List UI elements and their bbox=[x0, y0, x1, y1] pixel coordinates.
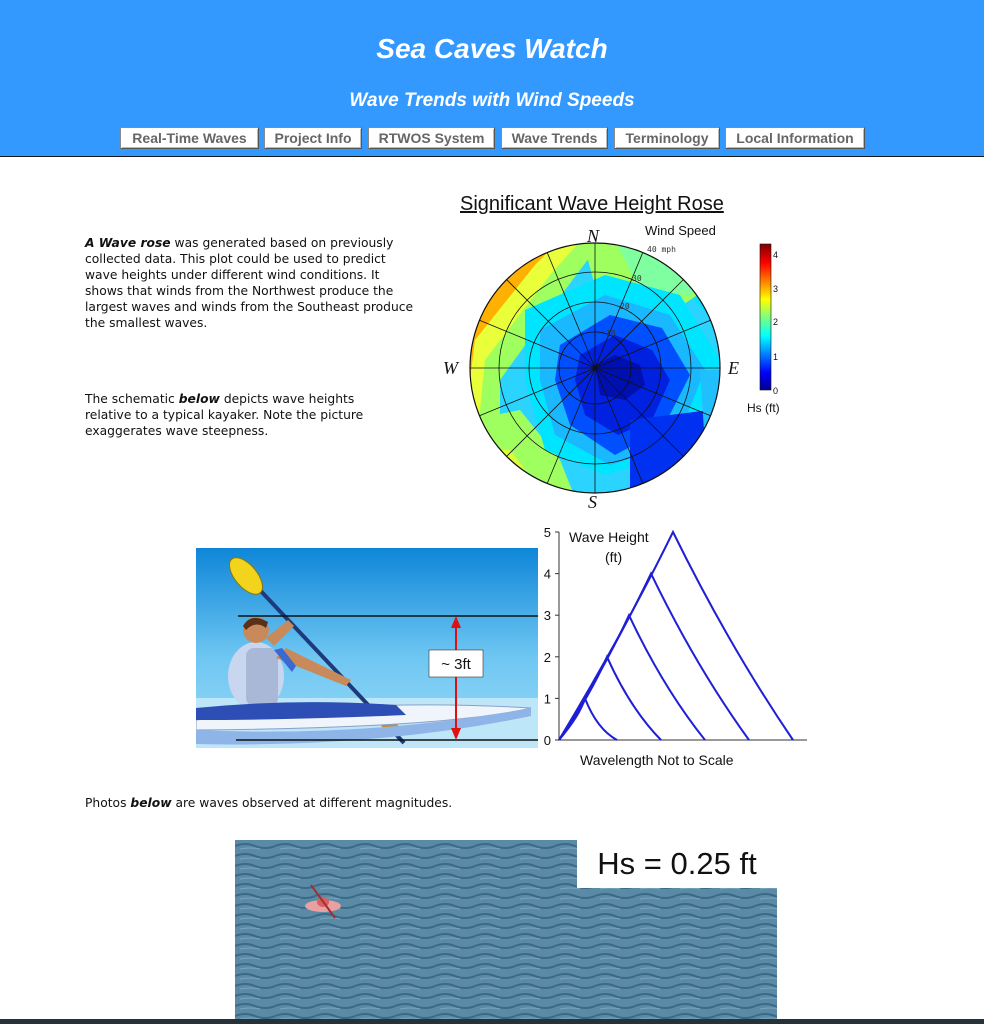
y-axis-label-line2: (ft) bbox=[605, 549, 623, 565]
wind-speed-label: Wind Speed bbox=[645, 223, 716, 238]
nav-real-time-waves[interactable]: Real-Time Waves bbox=[120, 127, 259, 149]
colorbar-ticks bbox=[773, 250, 778, 396]
y-axis-ticks bbox=[544, 525, 559, 748]
svg-text:4: 4 bbox=[773, 250, 779, 260]
x-axis-label: Wavelength Not to Scale bbox=[580, 752, 734, 768]
schematic-text-rest: depicts wave heights relative to a typical kayaker. Note the picture exaggerates wave steepness. bbox=[85, 392, 364, 438]
wave-height-rose bbox=[430, 220, 810, 515]
svg-text:3: 3 bbox=[773, 284, 779, 294]
speed-ring-40: 40 mph bbox=[647, 245, 676, 254]
svg-text:2: 2 bbox=[773, 317, 779, 327]
wave-line bbox=[559, 698, 617, 740]
wave-height-chart bbox=[537, 522, 812, 772]
wave-line bbox=[559, 657, 661, 740]
nav-rtwos-system[interactable]: RTWOS System bbox=[368, 127, 495, 149]
direction-e: E bbox=[728, 358, 739, 378]
nav-bar bbox=[0, 127, 984, 149]
svg-text:0: 0 bbox=[773, 386, 779, 396]
nav-local-information[interactable]: Local Information bbox=[725, 127, 865, 149]
nav-terminology[interactable]: Terminology bbox=[614, 127, 720, 149]
height-label: ~ 3ft bbox=[441, 656, 471, 673]
nav-project-info[interactable]: Project Info bbox=[264, 127, 362, 149]
speed-ring-30: 30 bbox=[632, 274, 642, 283]
wave-lines bbox=[559, 532, 793, 740]
y-axis-label-line1: Wave Height bbox=[569, 529, 649, 545]
wave-rose-term: A Wave rose bbox=[85, 236, 171, 250]
rose-grid bbox=[470, 243, 720, 493]
colorbar-label: Hs (ft) bbox=[747, 401, 780, 415]
site-title: Sea Caves Watch bbox=[376, 33, 608, 64]
direction-w: W bbox=[443, 358, 458, 378]
rose-title: Significant Wave Height Rose bbox=[460, 193, 724, 215]
photos-caption-rest: are waves observed at different magnitudes. bbox=[171, 796, 453, 810]
bottom-bar bbox=[0, 1019, 984, 1024]
direction-n: N bbox=[587, 226, 600, 246]
schematic-emphasis: below bbox=[178, 392, 220, 406]
y-tick-label: 1 bbox=[543, 691, 551, 707]
wave-photo-025 bbox=[235, 840, 777, 1024]
photos-caption-emphasis: below bbox=[130, 796, 172, 810]
speed-ring-20: 20 bbox=[620, 302, 630, 311]
wave-rose-text: was generated based on previously collected data. This plot could be used to predict wave heights under different wind conditions. It shows that winds from the Northwest produce the largest waves and winds from the Southeast produce the smallest waves. bbox=[85, 236, 414, 330]
kayaker-schematic bbox=[196, 548, 538, 748]
page-subtitle: Wave Trends with Wind Speeds bbox=[349, 90, 635, 111]
wave-line bbox=[559, 574, 749, 740]
y-tick-label: 3 bbox=[543, 608, 551, 624]
schematic-description bbox=[85, 391, 395, 439]
nav-wave-trends[interactable]: Wave Trends bbox=[501, 127, 608, 149]
colorbar bbox=[760, 244, 771, 390]
photos-caption-start: Photos bbox=[85, 796, 131, 810]
y-tick-label: 5 bbox=[543, 525, 551, 540]
svg-text:1: 1 bbox=[773, 352, 779, 362]
direction-s: S bbox=[588, 492, 597, 512]
y-tick-label: 2 bbox=[543, 649, 551, 665]
site-header bbox=[0, 0, 984, 157]
y-tick-label: 0 bbox=[543, 733, 551, 748]
photos-caption bbox=[85, 795, 685, 811]
photo-hs-label: Hs = 0.25 ft bbox=[577, 840, 777, 888]
wave-rose-description bbox=[85, 235, 415, 331]
speed-ring-10: 10 bbox=[606, 329, 616, 338]
y-tick-label: 4 bbox=[543, 566, 551, 582]
wave-line bbox=[559, 532, 793, 740]
schematic-text-start: The schematic bbox=[85, 392, 179, 406]
